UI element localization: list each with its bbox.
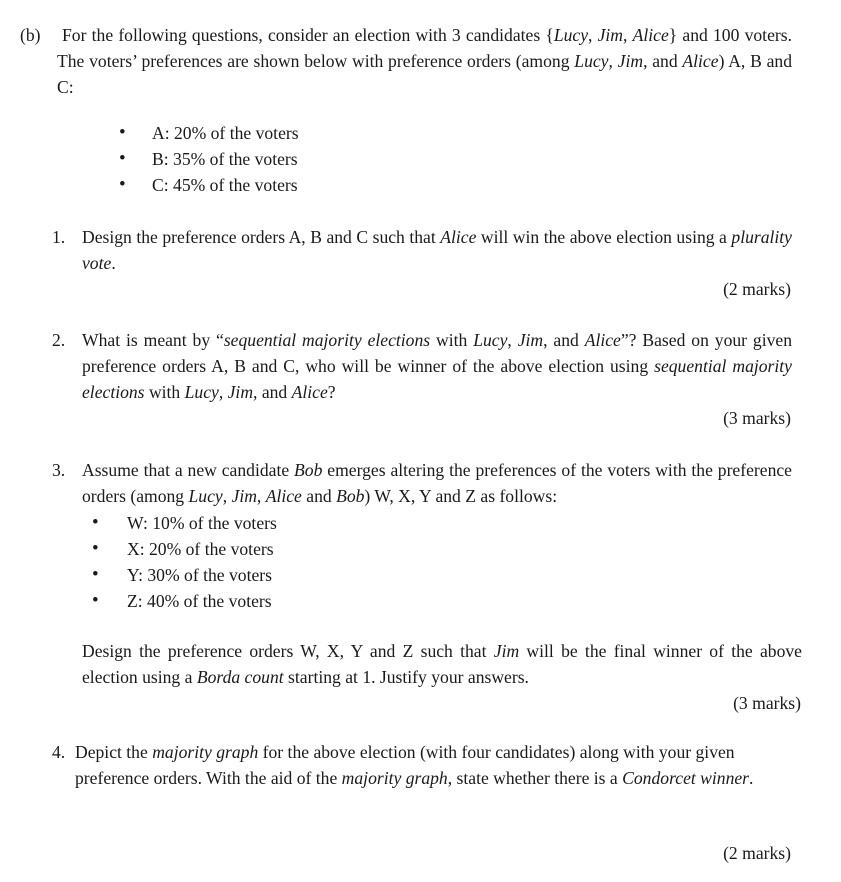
bullet: • xyxy=(92,564,99,585)
question-2-marks: (3 marks) xyxy=(723,408,791,428)
list-item: X: 20% of the voters xyxy=(127,539,274,559)
question-3-marks: (3 marks) xyxy=(733,693,801,713)
question-3-design-text: Design the preference orders W, X, Y and Z such that Jim will be the final winner of the above election using a Borda count starting at 1. Justify your answers. xyxy=(82,641,802,687)
bullet: • xyxy=(119,122,126,143)
question-3-text: Assume that a new candidate Bob emerges altering the preferences of the voters with the preference orders (among Lucy, Jim, Alice and Bob) W, X, Y and Z as follows: xyxy=(82,460,792,506)
question-4-number: 4. xyxy=(52,742,66,762)
bullet: • xyxy=(119,174,126,195)
list-item: W: 10% of the voters xyxy=(127,513,277,533)
intro-paragraph: For the following questions, consider an election with 3 candidates {Lucy, Jim, Alice} and 100 voters. The voters’ preferences are shown below with preference orders (among Lucy, Jim, and Alice) A, B and C: xyxy=(57,25,792,97)
list-item: C: 45% of the voters xyxy=(152,175,298,195)
bullet: • xyxy=(119,148,126,169)
list-item: Z: 40% of the voters xyxy=(127,591,272,611)
list-item: B: 35% of the voters xyxy=(152,149,298,169)
question-4-text: Depict the majority graph for the above election (with four candidates) along with your given preference orders. With the aid of the majority graph, state whether there is a Condorcet winner. xyxy=(75,742,754,788)
question-3-number: 3. xyxy=(52,460,66,480)
list-item: A: 20% of the voters xyxy=(152,123,299,143)
question-2-number: 2. xyxy=(52,330,66,350)
question-2-text: What is meant by “sequential majority elections with Lucy, Jim, and Alice”? Based on your given preference orders A, B and C, who will be winner of the above election using sequential majority elections with Lucy, Jim, and Alice? xyxy=(82,330,793,402)
question-4-marks: (2 marks) xyxy=(723,843,791,863)
question-1-text: Design the preference orders A, B and C such that Alice will win the above election using a plurality vote. xyxy=(82,227,792,273)
list-item: Y: 30% of the voters xyxy=(127,565,272,585)
question-1-marks: (2 marks) xyxy=(723,279,791,299)
bullet: • xyxy=(92,512,99,533)
question-1-number: 1. xyxy=(52,227,66,247)
part-label: (b) xyxy=(20,25,41,45)
bullet: • xyxy=(92,590,99,611)
bullet: • xyxy=(92,538,99,559)
